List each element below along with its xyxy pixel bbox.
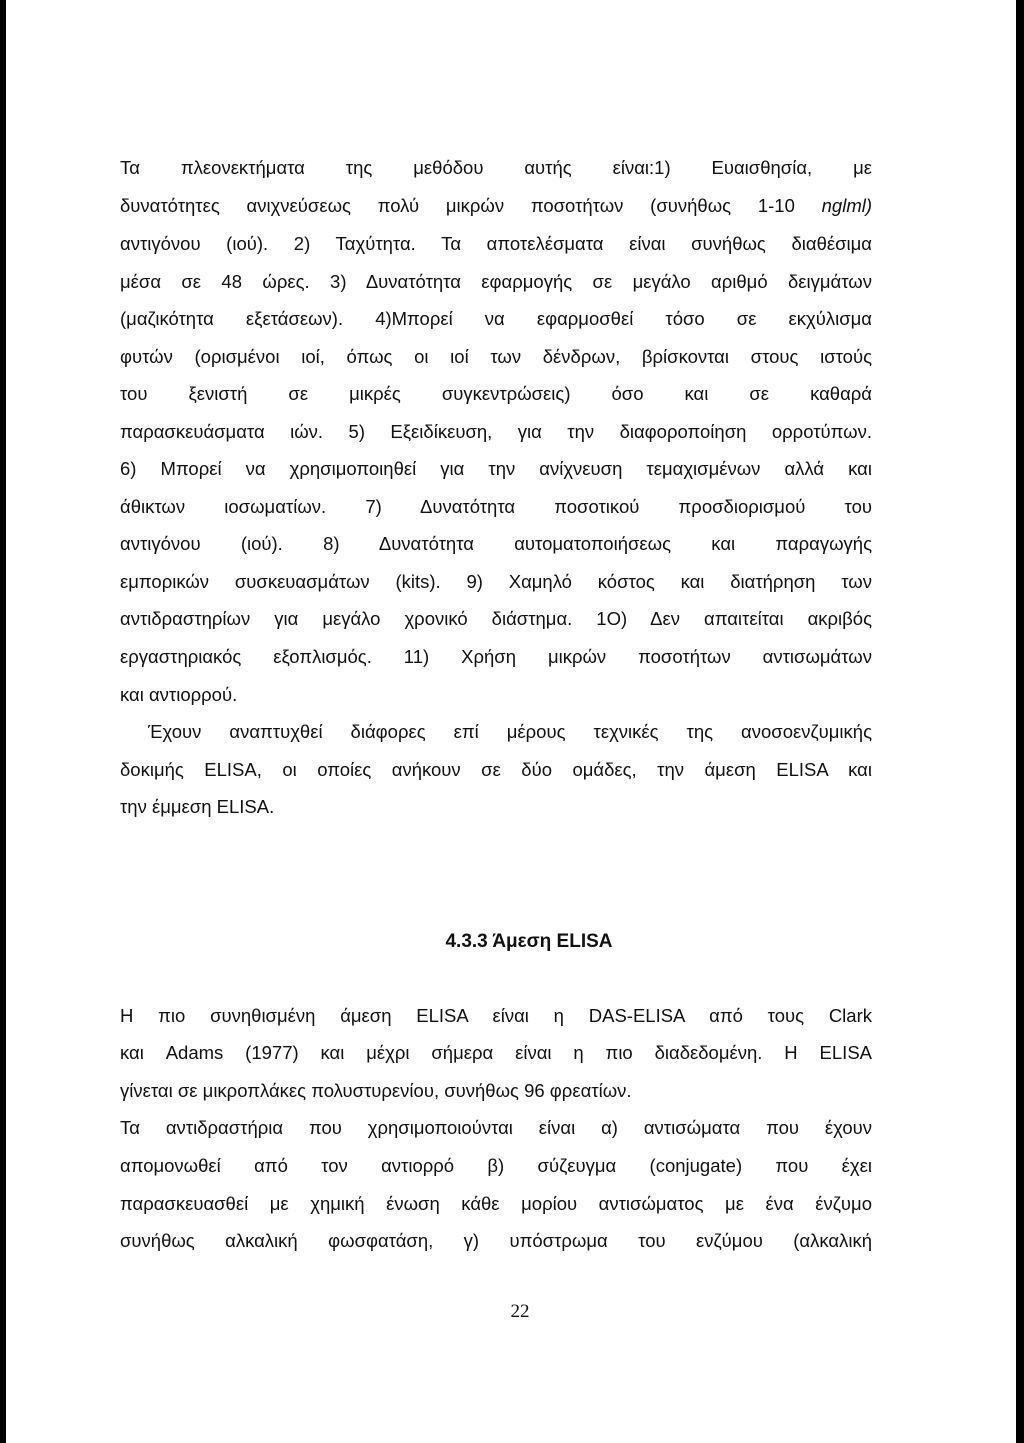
text-line: 6) Μπορεί να χρησιμοποιηθεί για την ανίχνευση τεμαχισμένων αλλά και	[120, 458, 872, 479]
text-line: φυτών (ορισμένοι ιοί, όπως οι ιοί των δένδρων, βρίσκονται στους ιστούς	[120, 346, 872, 367]
text-line	[120, 192, 872, 220]
text-line: Η πιο συνηθισμένη άμεση ELISA είναι η DAS-ELISA από τους Clark	[120, 1005, 872, 1026]
text-line: Τα πλεονεκτήματα της μεθόδου αυτής είναι:1) Ευαισθησία, με	[120, 157, 872, 178]
text-line: και Adams (1977) και μέχρι σήμερα είναι η πιο διαδεδομένη. Η ELISA	[120, 1042, 872, 1063]
text-line: εμπορικών συσκευασμάτων (kits). 9) Χαμηλό κόστος και διατήρηση των	[120, 571, 872, 592]
text-line: εργαστηριακός εξοπλισμός. 11) Χρήση μικρών ποσοτήτων αντισωμάτων	[120, 646, 872, 667]
document-page	[6, 0, 1016, 1443]
text-line: την έμμεση ELISA.	[120, 796, 275, 817]
text-line: Έχουν αναπτυχθεί διάφορες επί μέρους τεχνικές της ανοσοενζυμικής	[148, 721, 872, 742]
text-line: αντιγόνου (ιού). 2) Ταχύτητα. Τα αποτελέσματα είναι συνήθως διαθέσιμα	[120, 233, 872, 254]
unit-text: nglml)	[821, 195, 872, 216]
text-line: του ξενιστή σε μικρές συγκεντρώσεις) όσο και σε καθαρά	[120, 383, 872, 404]
text-line: γίνεται σε μικροπλάκες πολυστυρενίου, συνήθως 96 φρεατίων.	[120, 1080, 632, 1101]
text-line: και αντιορρού.	[120, 684, 238, 705]
page-number: 22	[510, 1301, 530, 1322]
text-line: παρασκευάσματα ιών. 5) Εξειδίκευση, για την διαφοροποίηση ορροτύπων.	[120, 421, 872, 442]
text-line: δοκιμής ELISA, οι οποίες ανήκουν σε δύο ομάδες, την άμεση ELISA και	[120, 759, 872, 780]
text-line: παρασκευασθεί με χημική ένωση κάθε μορίου αντισώματος με ένα ένζυμο	[120, 1193, 872, 1214]
text-line: αντιγόνου (ιού). 8) Δυνατότητα αυτοματοποιήσεως και παραγωγής	[120, 533, 872, 554]
text-line: συνήθως αλκαλική φωσφατάση, γ) υπόστρωμα του ενζύμου (αλκαλική	[120, 1230, 872, 1251]
text-line: μέσα σε 48 ώρες. 3) Δυνατότητα εφαρμογής σε μεγάλο αριθμό δειγμάτων	[120, 271, 872, 292]
text-line: απομονωθεί από τον αντιορρό β) σύζευγμα (conjugate) που έχει	[120, 1155, 872, 1176]
text-line: αντιδραστηρίων για μεγάλο χρονικό διάστημα. 1Ο) Δεν απαιτείται ακριβός	[120, 608, 872, 629]
section-heading: 4.3.3 Άμεση ELISA	[445, 931, 613, 952]
text-line: άθικτων ιοσωματίων. 7) Δυνατότητα ποσοτικού προσδιορισμού του	[120, 496, 872, 517]
text-line: Τα αντιδραστήρια που χρησιμοποιούνται είναι α) αντισώματα που έχουν	[120, 1117, 872, 1138]
text-line: (μαζικότητα εξετάσεων). 4)Μπορεί να εφαρμοσθεί τόσο σε εκχύλισμα	[120, 308, 872, 329]
text-segment: δυνατότητες ανιχνεύσεως πολύ μικρών ποσοτήτων (συνήθως 1-10	[120, 195, 822, 216]
